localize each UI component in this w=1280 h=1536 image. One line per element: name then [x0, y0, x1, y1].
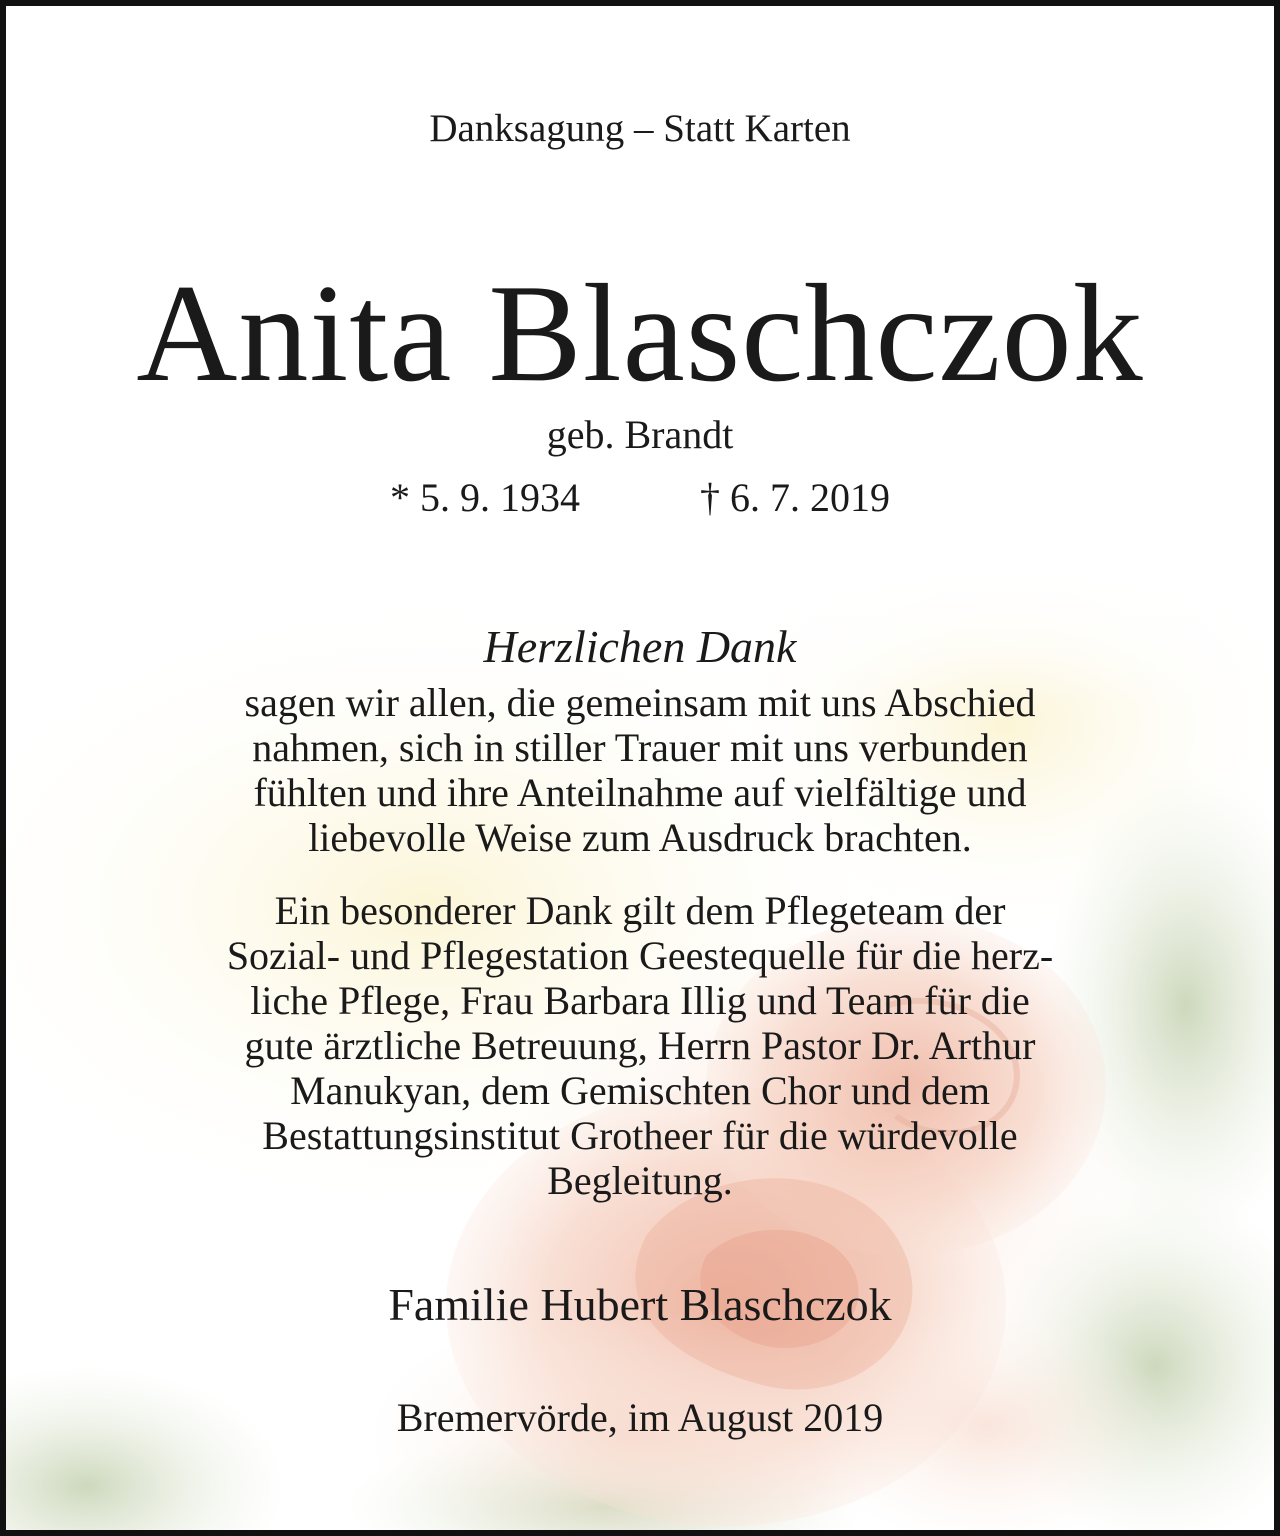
text-line: liebevolle Weise zum Ausdruck brachten.	[308, 815, 972, 860]
text-line: gute ärztliche Betreuung, Herrn Pastor Dr. Arthur	[244, 1023, 1036, 1068]
text-line: Begleitung.	[547, 1158, 733, 1203]
obituary-content	[6, 6, 1274, 1530]
text-line: Sozial- und Pflegestation Geestequelle für die herz-	[226, 933, 1054, 978]
maiden-name: geb. Brandt	[546, 412, 734, 457]
text-line: nahmen, sich in stiller Trauer mit uns verbunden	[252, 725, 1028, 770]
text-line: Bestattungsinstitut Grotheer für die würdevolle	[262, 1113, 1018, 1158]
thanks-paragraph-2	[6, 888, 1274, 1203]
text-line: fühlten und ihre Anteilnahme auf vielfältige und	[253, 770, 1027, 815]
text-line: Manukyan, dem Gemischten Chor und dem	[290, 1068, 990, 1113]
text-line: sagen wir allen, die gemeinsam mit uns Abschied	[244, 680, 1036, 725]
birth-date: * 5. 9. 1934	[390, 475, 580, 520]
family-signature: Familie Hubert Blaschczok	[388, 1279, 892, 1330]
life-dates	[6, 472, 1274, 524]
header-text: Danksagung – Statt Karten	[429, 107, 851, 150]
thanks-title: Herzlichen Dank	[483, 621, 797, 672]
place-date: Bremervörde, im August 2019	[396, 1395, 884, 1440]
death-date: † 6. 7. 2019	[700, 475, 890, 520]
text-line: liche Pflege, Frau Barbara Illig und Team für die	[250, 978, 1030, 1023]
thanks-paragraph-1	[6, 680, 1274, 860]
deceased-name: Anita Blaschczok	[136, 256, 1144, 411]
text-line: Ein besonderer Dank gilt dem Pflegeteam der	[274, 888, 1006, 933]
